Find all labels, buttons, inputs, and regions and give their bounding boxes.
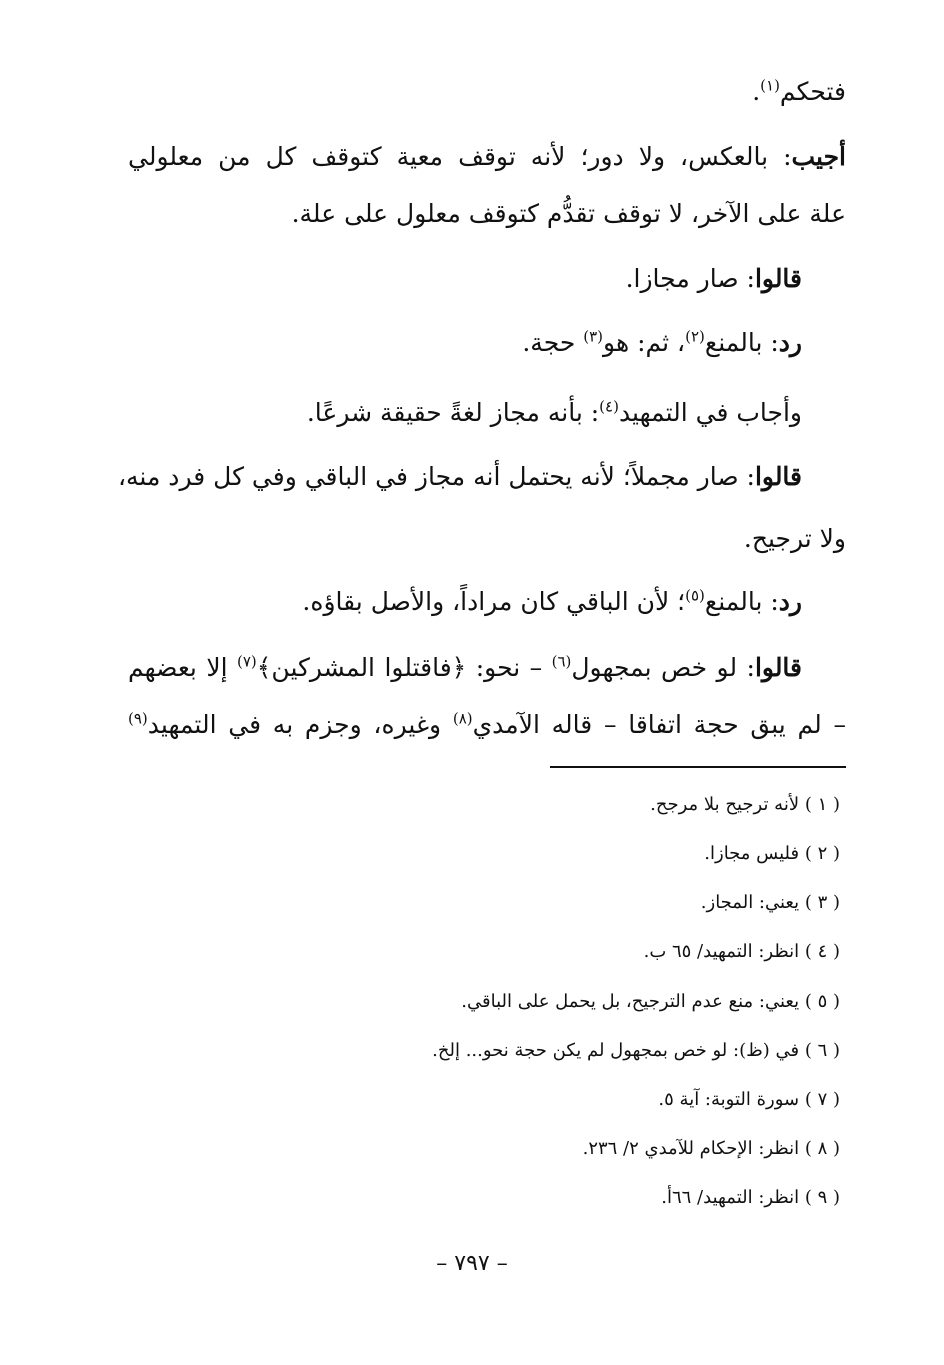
- speaker-label: قالوا: [754, 462, 802, 491]
- text-segment: – لم يبق حجة اتفاقا – قاله الآمدي: [472, 710, 846, 739]
- text-segment: .: [752, 77, 761, 106]
- text-segment: ولا ترجيح.: [743, 524, 846, 553]
- text-segment: إلا بعضهم: [128, 653, 237, 682]
- footnote-5: ( ٥ ) يعني: منع عدم الترجيح، بل يحمل على الباقي.: [461, 991, 840, 1012]
- footnote-ref: (٧): [236, 652, 257, 671]
- footnote-ref: (٣): [583, 327, 604, 346]
- text-segment: : صار مجملاً؛ لأنه يحتمل أنه مجاز في الباقي وفي كل فرد منه،: [117, 462, 755, 491]
- footnote-separator: [550, 766, 846, 768]
- text-segment: : صار مجازا.: [625, 264, 755, 293]
- text-segment: : بالمنع: [704, 328, 779, 357]
- footnote-4: ( ٤ ) انظر: التمهيد/ ٦٥ ب.: [643, 941, 840, 962]
- footnote-ref: (٨): [452, 709, 473, 728]
- text-segment: : بأنه مجاز لغةً حقيقة شرعًا.: [306, 398, 600, 427]
- body-line-2: [128, 142, 846, 172]
- speaker-label: قالوا: [754, 653, 802, 682]
- text-segment: – نحو: ﴿فاقتلوا المشركين﴾: [256, 653, 552, 682]
- body-line-9: [302, 587, 802, 617]
- footnote-1: ( ١ ) لأنه ترجيح بلا مرجح.: [650, 794, 840, 815]
- footnote-ref: (٩): [128, 709, 148, 728]
- footnote-2: ( ٢ ) فليس مجازا.: [704, 843, 840, 864]
- footnote-8: ( ٨ ) انظر: الإحكام للآمدي ٢/ ٢٣٦.: [582, 1138, 840, 1159]
- text-segment: : بالعكس، ولا دور؛ لأنه توقف معية كتوقف كل من معلولي: [128, 142, 792, 171]
- footnote-ref: (١): [760, 76, 780, 95]
- text-segment: وأجاب في التمهيد: [618, 398, 802, 427]
- footnote-7: ( ٧ ) سورة التوبة: آية ٥.: [658, 1089, 840, 1110]
- text-segment: : لو خص بمجهول: [571, 653, 755, 682]
- text-segment: علة على الآخر، لا توقف تقدُّم كتوقف معلول على علة.: [291, 199, 846, 228]
- text-segment: حجة.: [522, 328, 584, 357]
- text-segment: ؛ لأن الباقي كان مراداً، والأصل بقاؤه.: [302, 587, 686, 616]
- footnote-6: ( ٦ ) في (ظ): لو خص بمجهول لم يكن حجة نحو... إلخ.: [432, 1040, 840, 1061]
- speaker-label: رد: [778, 328, 802, 357]
- footnote-ref: (٢): [685, 327, 705, 346]
- text-segment: ، ثم: هو: [603, 328, 686, 357]
- body-line-3: [292, 199, 846, 229]
- speaker-label: رد: [778, 587, 802, 616]
- body-line-5: [522, 328, 802, 358]
- footnote-ref: (٦): [551, 652, 572, 671]
- body-line-11: [128, 710, 846, 740]
- footnote-ref: (٤): [599, 397, 619, 416]
- footnote-ref: (٥): [685, 586, 705, 605]
- page-number: – ٧٩٧ –: [436, 1251, 508, 1276]
- text-segment: : بالمنع: [704, 587, 779, 616]
- speaker-label: أجيب: [791, 142, 846, 171]
- body-line-6: [307, 398, 802, 428]
- body-line-8: [744, 524, 846, 554]
- body-line-10: [128, 653, 802, 683]
- body-line-7: [117, 462, 802, 492]
- text-segment: فتحكم: [779, 77, 846, 106]
- text-segment: وغيره، وجزم به في التمهيد: [147, 710, 453, 739]
- body-line-4: [626, 264, 802, 294]
- footnote-9: ( ٩ ) انظر: التمهيد/ ٦٦أ.: [661, 1187, 840, 1208]
- footnote-3: ( ٣ ) يعني: المجاز.: [700, 892, 840, 913]
- body-line-1: [752, 77, 846, 107]
- speaker-label: قالوا: [754, 264, 802, 293]
